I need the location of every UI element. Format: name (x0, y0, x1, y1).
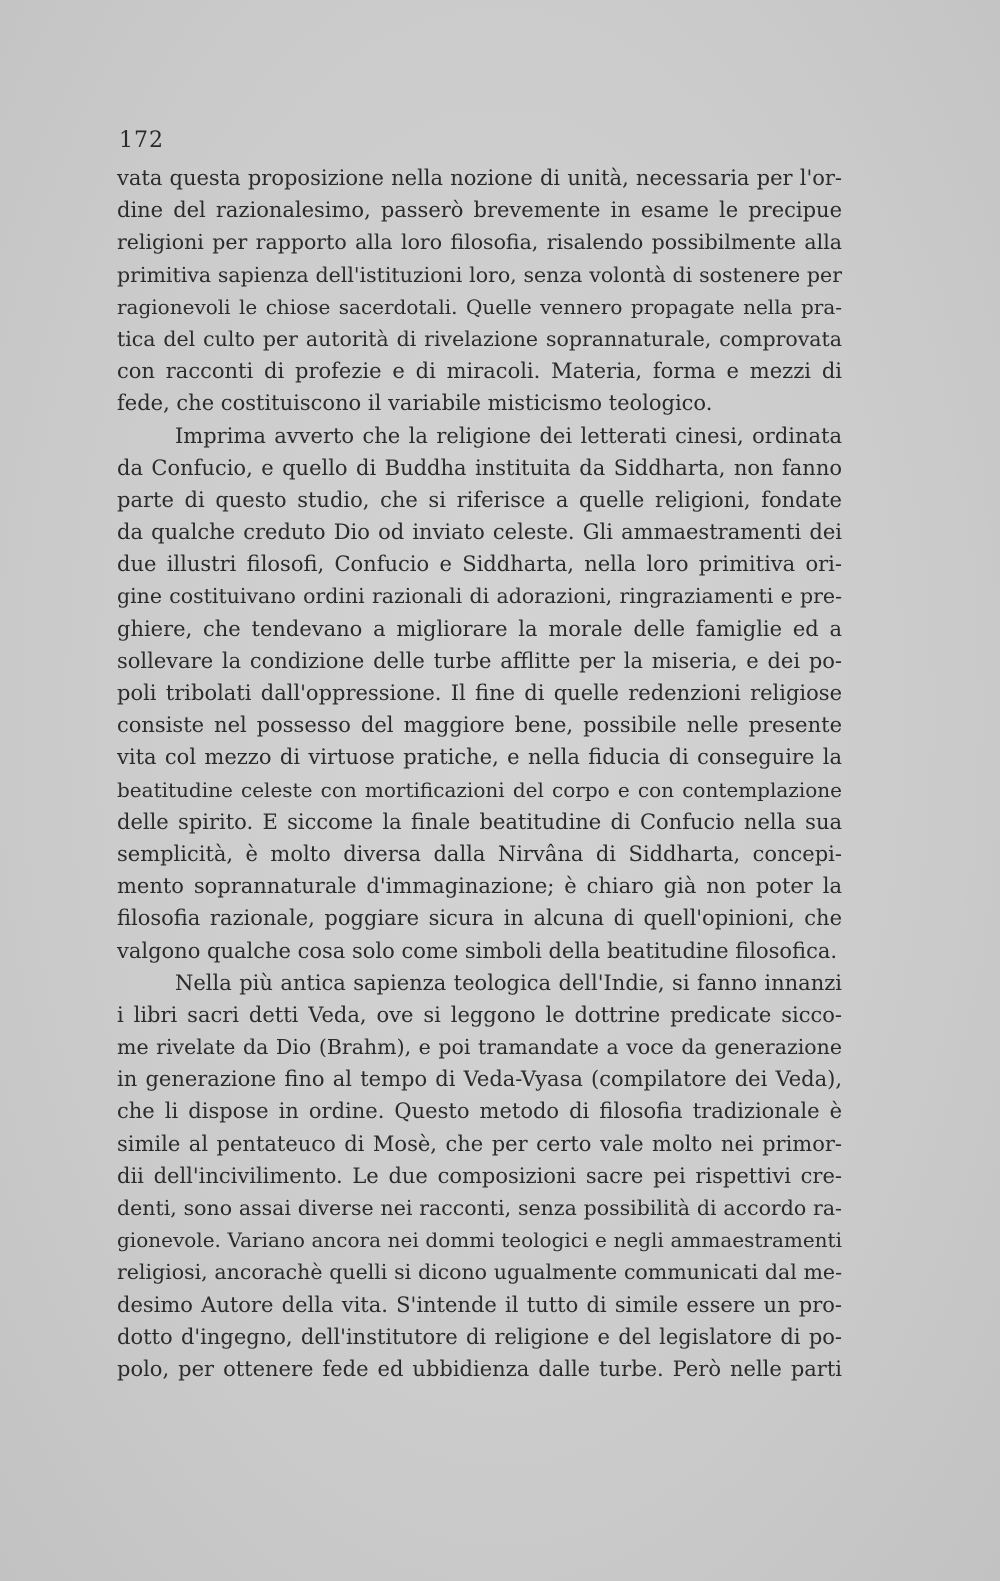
text-line: due illustri filosofi, Confucio e Siddharta, nella loro primitiva ori- (117, 552, 842, 577)
text-line: delle spirito. E siccome la finale beatitudine di Confucio nella sua (117, 809, 842, 834)
text-line: vata questa proposizione nella nozione di unità, necessaria per l'or- (117, 166, 842, 190)
text-line: mento soprannaturale d'immaginazione; è chiaro già non poter la (117, 874, 842, 899)
text-line: me rivelate da Dio (Brahm), e poi tramandate a voce da generazione (117, 1035, 842, 1060)
text-line: dotto d'ingegno, dell'institutore di religione e del legislatore di po- (117, 1324, 842, 1349)
text-line: polo, per ottenere fede ed ubbidienza dalle turbe. Però nelle parti (117, 1356, 842, 1381)
text-line: religiosi, ancorachè quelli si dicono ugualmente communicati dal me- (117, 1260, 842, 1285)
text-line: valgono qualche cosa solo come simboli della beatitudine filosofica. (117, 938, 838, 963)
text-line: dine del razionalesimo, passerò brevemente in esame le precipue (117, 198, 842, 223)
text-line: in generazione fino al tempo di Veda-Vyasa (compilatore dei Veda), (117, 1067, 842, 1092)
text-line: parte di questo studio, che si riferisce a quelle religioni, fondate (117, 487, 842, 512)
text-line: ragionevoli le chiose sacerdotali. Quelle vennero propagate nella pra- (117, 294, 842, 319)
text-line: desimo Autore della vita. S'intende il tutto di simile essere un pro- (117, 1292, 842, 1317)
text-line: denti, sono assai diverse nei racconti, senza possibilità di accordo ra- (117, 1196, 842, 1220)
text-line: poli tribolati dall'oppressione. Il fine di quelle redenzioni religiose (117, 681, 842, 705)
text-line: con racconti di profezie e di miracoli. Materia, forma e mezzi di (117, 359, 842, 384)
text-line: fede, che costituiscono il variabile misticismo teologico. (117, 391, 713, 416)
text-line: i libri sacri detti Veda, ove si leggono le dottrine predicate sicco- (117, 1002, 842, 1027)
text-line: beatitudine celeste con mortificazioni del corpo e con contemplazione (117, 777, 842, 802)
text-line: primitiva sapienza dell'istituzioni loro, senza volontà di sostenere per (117, 262, 842, 287)
text-line: Imprima avverto che la religione dei letterati cinesi, ordinata (175, 423, 842, 448)
text-line: sollevare la condizione delle turbe afflitte per la miseria, e dei po- (117, 648, 842, 673)
text-line: da qualche creduto Dio od inviato celeste. Gli ammaestramenti dei (117, 520, 842, 545)
text-line: consiste nel possesso del maggiore bene, possibile nelle presente (117, 713, 842, 738)
text-line: vita col mezzo di virtuose pratiche, e nella fiducia di conseguire la (117, 745, 842, 770)
text-line: da Confucio, e quello di Buddha instituita da Siddharta, non fanno (117, 455, 842, 480)
text-line: gionevole. Variano ancora nei dommi teologici e negli ammaestramenti (117, 1228, 842, 1253)
text-line: filosofia razionale, poggiare sicura in alcuna di quell'opinioni, che (117, 906, 842, 931)
body-text (117, 162, 842, 1385)
text-line: gine costituivano ordini razionali di adorazioni, ringraziamenti e pre- (117, 584, 842, 609)
text-line: semplicità, è molto diversa dalla Nirvâna di Siddharta, concepi- (117, 841, 842, 866)
text-line: religioni per rapporto alla loro filosofia, risalendo possibilmente alla (117, 230, 842, 255)
text-line: ghiere, che tendevano a migliorare la morale delle famiglie ed a (117, 616, 842, 641)
text-line: tica del culto per autorità di rivelazione soprannaturale, comprovata (117, 326, 842, 351)
text-line: dii dell'incivilimento. Le due composizioni sacre pei rispettivi cre- (117, 1163, 842, 1188)
text-line: che li dispose in ordine. Questo metodo di filosofia tradizionale è (117, 1099, 842, 1124)
page-number: 172 (119, 128, 164, 153)
text-line: simile al pentateuco di Mosè, che per certo vale molto nei primor- (117, 1131, 842, 1156)
text-line: Nella più antica sapienza teologica dell'Indie, si fanno innanzi (175, 970, 842, 995)
